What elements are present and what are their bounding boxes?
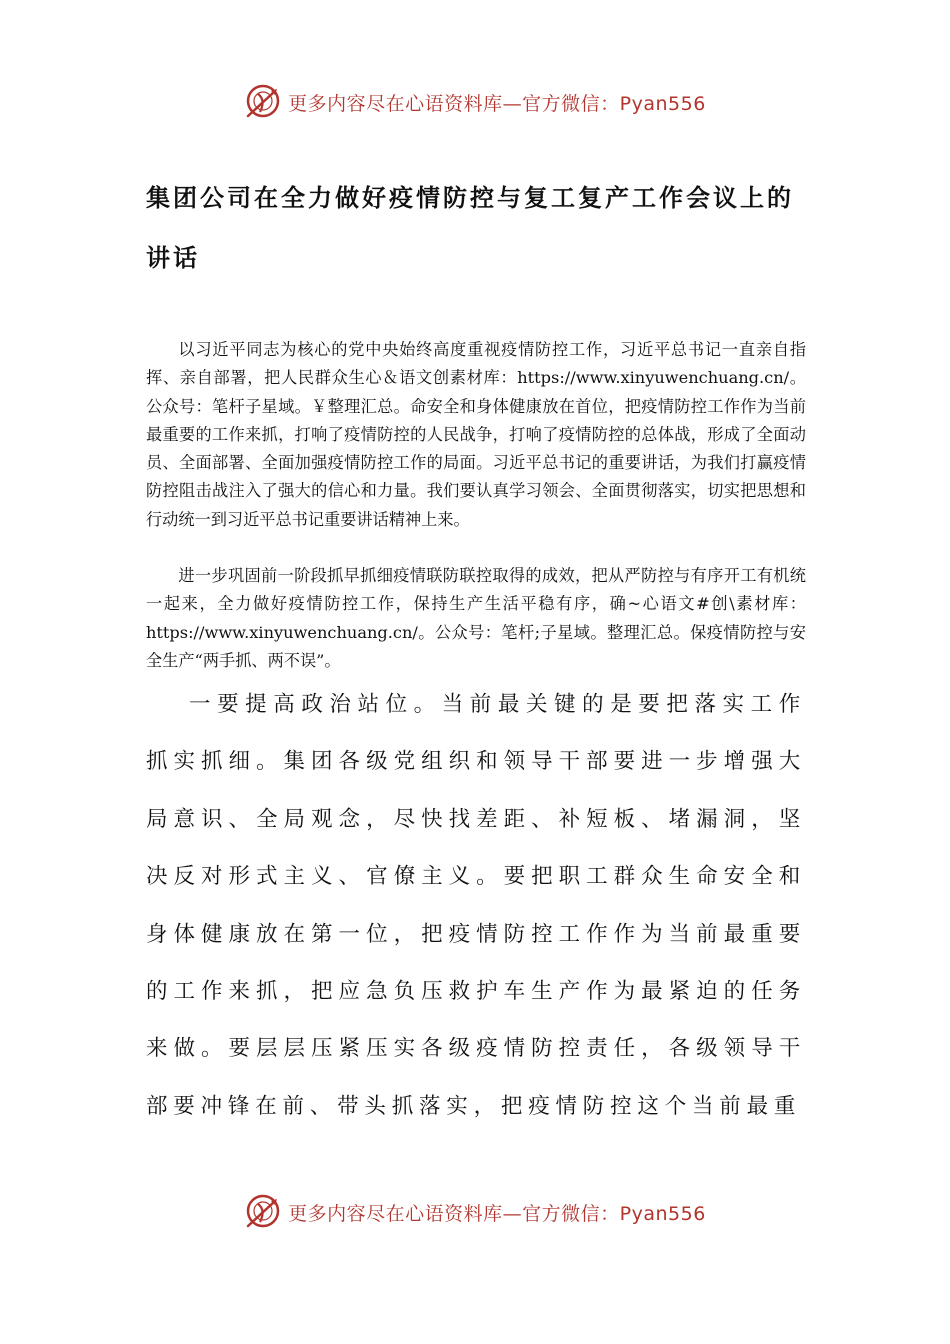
- banner-text: 更多内容尽在心语资料库—官方微信：Pyan556: [288, 1202, 706, 1225]
- footer-banner: [0, 1190, 950, 1234]
- brand-logo-icon: [244, 1192, 284, 1232]
- document-title: 集团公司在全力做好疫情防控与复工复产工作会议上的讲话: [146, 184, 794, 272]
- header-banner: [0, 80, 950, 124]
- banner-text: 更多内容尽在心语资料库—官方微信：Pyan556: [288, 92, 706, 115]
- body-paragraph-large: 一要提高政治站位。当前最关键的是要把落实工作抓实抓细。集团各级党组织和领导干部要进一步增强大局意识、全局观念，尽快找差距、补短板、堵漏洞，坚决反对形式主义、官僚主义。要把职工群众生命安全和身体健康放在第一位，把疫情防控工作作为当前最重要的工作来抓，把应急负压救护车生产作为最紧迫的任务来做。要层层压紧压实各级疫情防控责任，各级领导干部要冲锋在前、带头抓落实，把疫情防控这个当前最重: [146, 692, 806, 1119]
- brand-logo-icon: [244, 82, 284, 122]
- body-paragraph-1: 以习近平同志为核心的党中央始终高度重视疫情防控工作，习近平总书记一直亲自指挥、亲自部署，把人民群众生心＆语文创素材库：https://www.xinyuwenchuang.cn/。公众号：笔杆子星域。￥整理汇总。命安全和身体健康放在首位，把疫情防控工作作为当前最重要的工作来抓，打响了疫情防控的人民战争，打响了疫情防控的总体战，形成了全面动员、全面部署、全面加强疫情防控工作的局面。习近平总书记的重要讲话，为我们打赢疫情防控阻击战注入了强大的信心和力量。我们要认真学习领会、全面贯彻落实，切实把思想和行动统一到习近平总书记重要讲话精神上来。: [146, 340, 806, 529]
- body-paragraph-2: 进一步巩固前一阶段抓早抓细疫情联防联控取得的成效，把从严防控与有序开工有机统一起来，全力做好疫情防控工作，保持生产生活平稳有序，确~心语文#创\素材库：https://www.xinyuwenchuang.cn/。公众号：笔杆;子星域。整理汇总。保疫情防控与安全生产“两手抓、两不误”。: [146, 566, 806, 670]
